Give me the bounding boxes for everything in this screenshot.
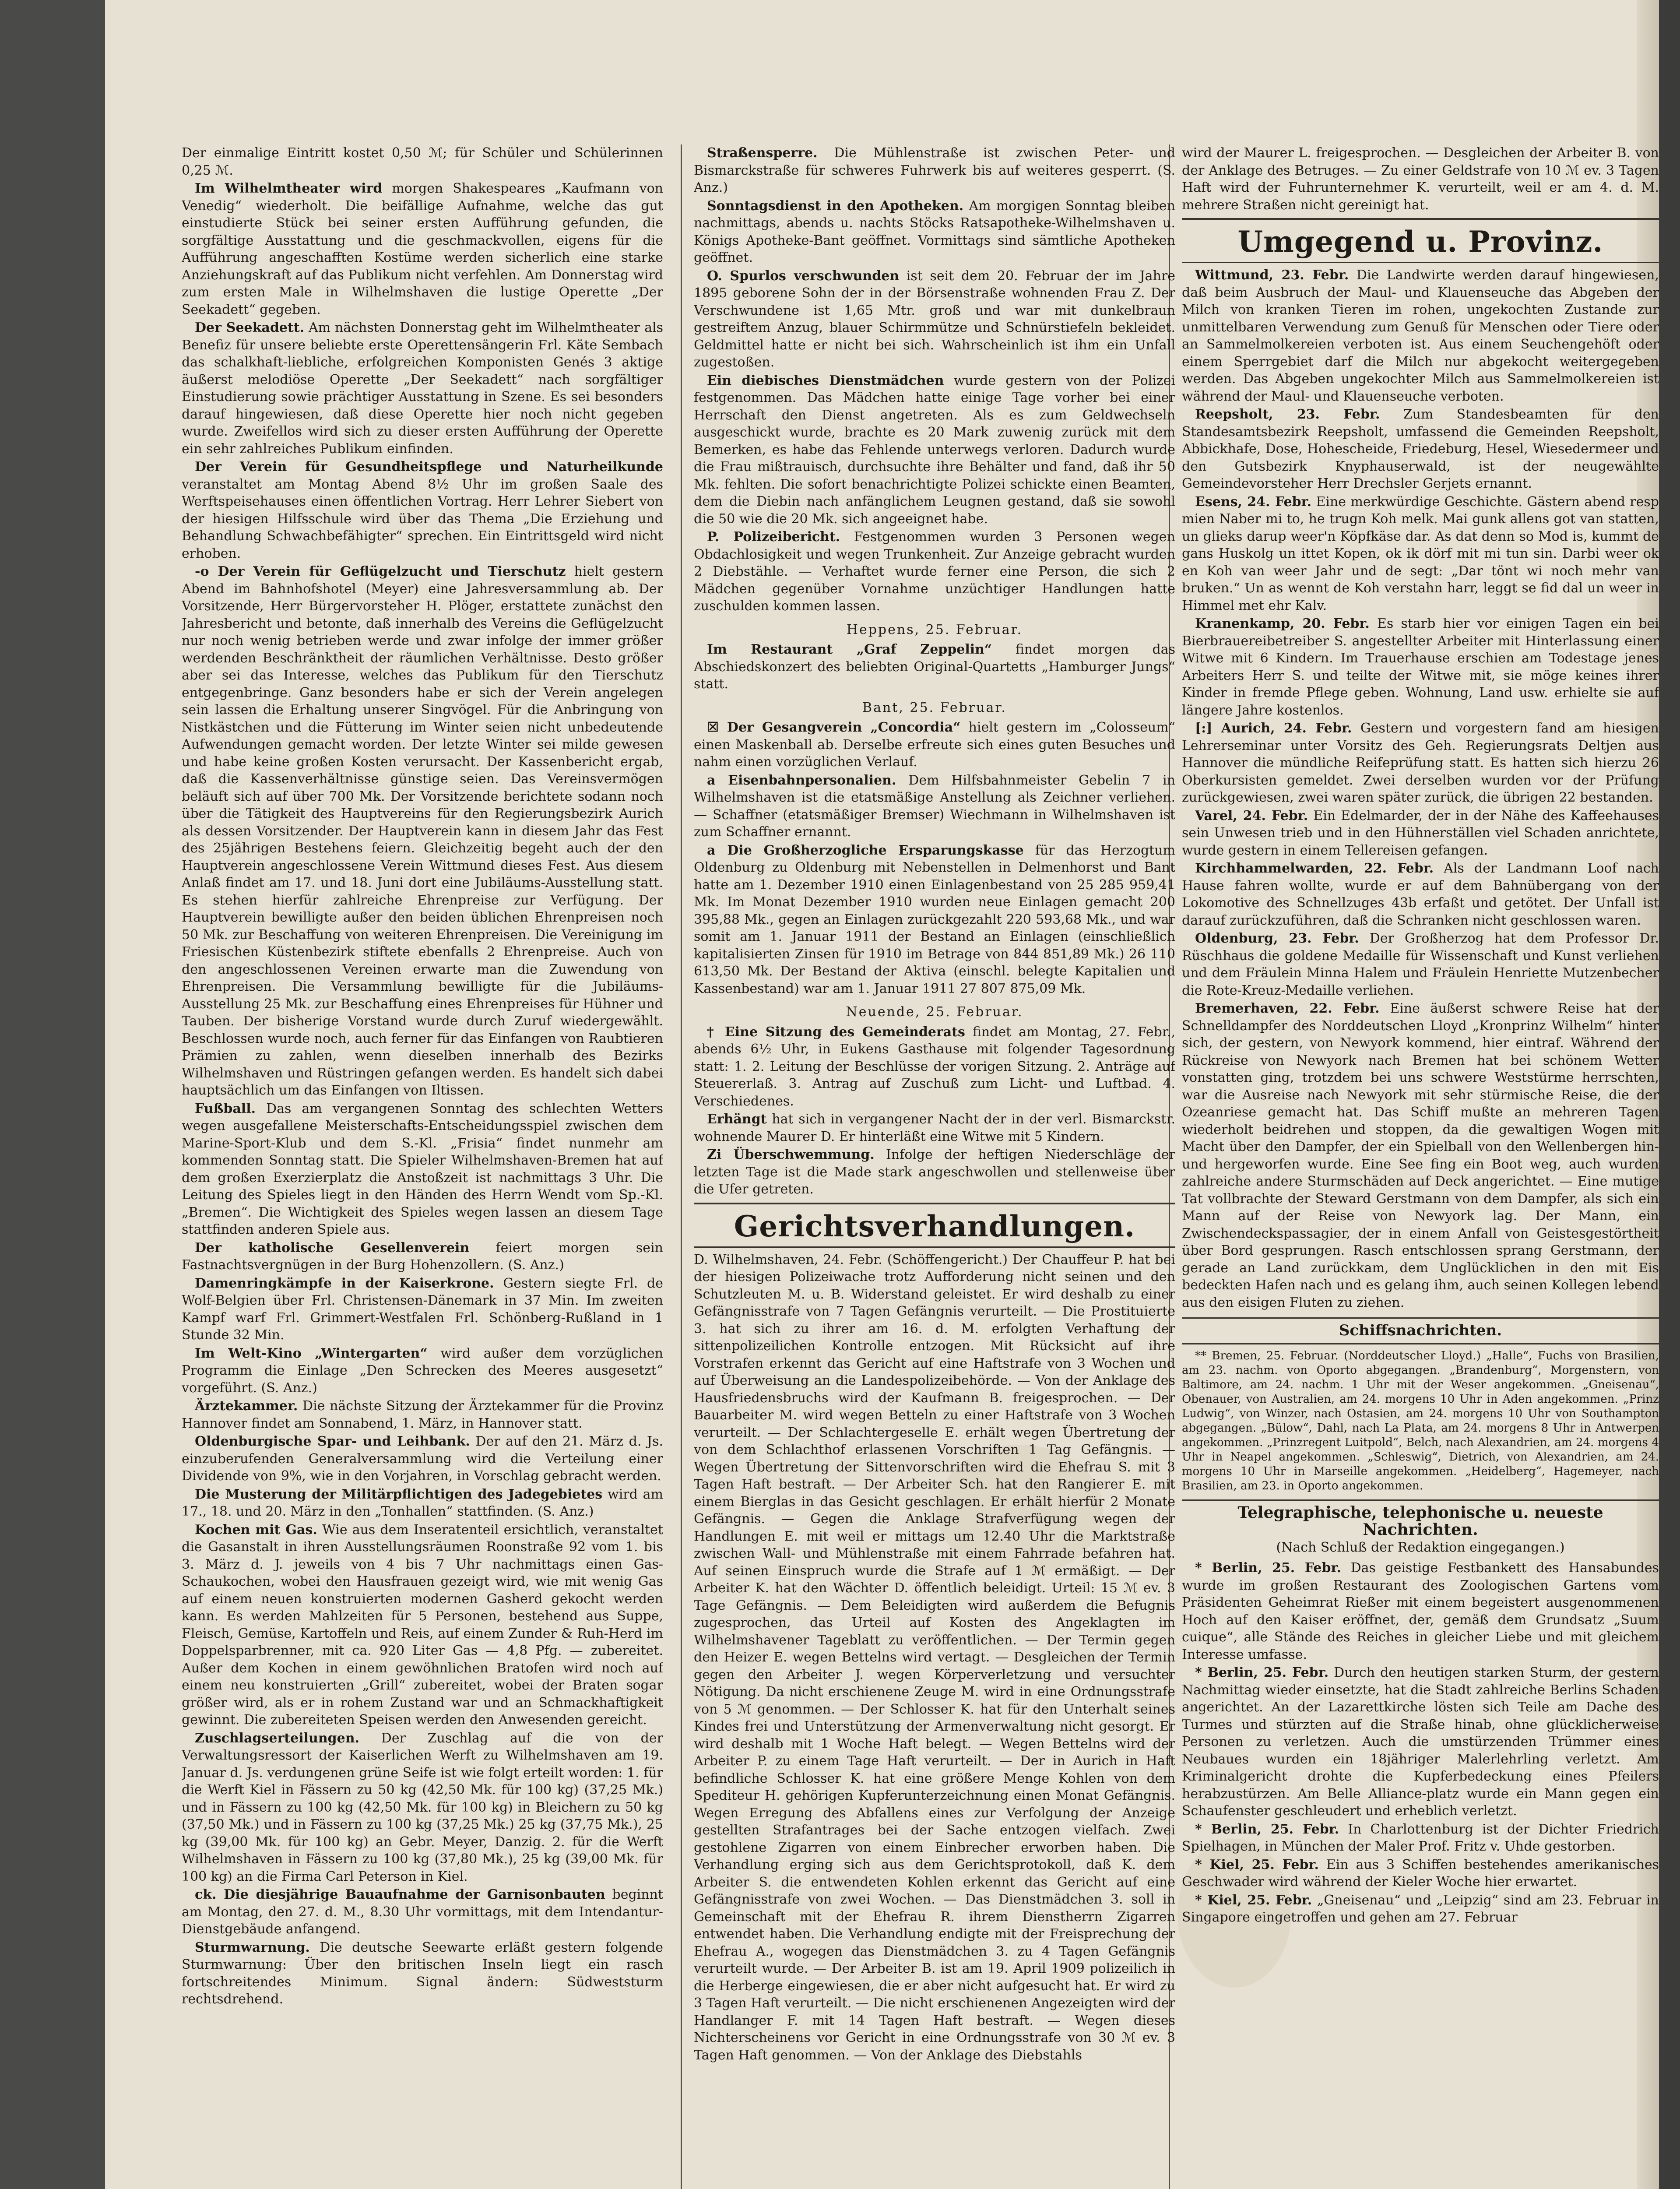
article-text: Am morgigen Sonntag bleiben nachmittags, abends u. nachts Stöcks Ratsapotheke-Wilhelmshaven u. Königs Apotheke-Bant geöffnet. Vormittags sind sämtliche Apotheken geöffnet. — [694, 198, 1175, 265]
article-text: veranstaltet am Montag Abend 8½ Uhr im großen Saale des Werftspeisehauses einen öffentlichen Vortrag. Herr Lehrer Siebert von der hiesigen Hilfsschule wird über das Thema „Die Erziehung und Behandlung Schwachbefähigter“ sprechen. Ein Eintrittsgeld wird nicht erhoben. — [182, 476, 663, 561]
shipping-news-text: ** Bremen, 25. Februar. (Norddeutscher Lloyd.) „Halle“, Fuchs von Brasilien, am 23. nachm. von Oporto abgegangen. „Brandenburg“, Morgenstern, von Baltimore, am 24. nachm. 1 Uhr mit der Weser angekommen. „Gneisenau“, Obenauer, von Australien, am 24. morgens 10 Uhr in Aden angekommen. „Prinz Ludwig“, von Winzer, nach Ostasien, am 24. morgens 10 Uhr von Southampton abgegangen. „Bülow“, Dahl, nach La Plata, am 24. morgens 8 Uhr in Antwerpen angekommen. „Prinzregent Luitpold“, Belch, nach Alexandrien, am 24. morgens 4 Uhr in Neapel angekommen. „Schleswig“, Dietrich, von Alexandrien, am 24. morgens 10 Uhr in Marseille angekommen. „Heidelberg“, Hagemeyer, nach Brasilien, am 23. in Oporto angekommen. — [1182, 1349, 1659, 1492]
section-heading: Gerichtsverhandlungen. — [694, 1203, 1175, 1248]
article-headline: Im Wilhelmtheater wird — [195, 181, 383, 196]
article-text: Ein aus 3 Schiffen bestehendes amerikanisches Geschwader wird während der Kieler Woche hier erwartet. — [1182, 1857, 1659, 1890]
article-headline: Sturmwarnung. — [195, 1939, 310, 1955]
article-headline: * Berlin, 25. Febr. — [1195, 1560, 1341, 1576]
article-headline: Kranenkamp, 20. Febr. — [1195, 616, 1370, 631]
article-paragraph — [1182, 493, 1659, 615]
article-headline: Die Musterung der Militärpflichtigen des Jadegebietes — [195, 1486, 603, 1502]
article-paragraph — [182, 144, 663, 179]
article-paragraph — [182, 1239, 663, 1274]
article-text: In Charlottenburg ist der Dichter Friedrich Spielhagen, in München der Maler Prof. Fritz v. Uhde gestorben. — [1182, 1821, 1659, 1854]
article-headline: * Kiel, 25. Febr. — [1195, 1857, 1319, 1872]
article-headline: Ein diebisches Dienstmädchen — [707, 373, 944, 388]
article-text: feiert morgen sein Fastnachtsvergnügen in der Burg Hohenzollern. (S. Anz.) — [182, 1240, 663, 1273]
binding-gutter — [1659, 0, 1680, 2189]
article-paragraph — [694, 1024, 1175, 1110]
article-text: Festgenommen wurden 3 Personen wegen Obdachlosigkeit und wegen Trunkenheit. Zur Anzeige gebracht wurden 2 Diebstähle. — Verhaftet wurde ferner eine Person, die sich 2 Mädchen gegenüber Vornahme unzüchtiger Handlungen hatte zuschulden kommen lassen. — [694, 529, 1175, 614]
dateline: Bant, 25. Februar. — [862, 700, 1007, 715]
article-headline: O. Spurlos verschwunden — [707, 268, 900, 284]
article-text: wurde gestern von der Polizei festgenommen. Das Mädchen hatte einige Tage vorher bei einer Herrschaft den Dienst angetreten. Als es zum Geldwechseln ausgeschickt wurde, brachte es 20 Mark zuwenig zurück mit dem Bemerken, es habe das Fehlende unterwegs verloren. Dadurch wurde die Frau mißtrauisch, durchsuchte ihre Behälter und fand, daß ihr 50 Mk. fehlten. Die sofort benachrichtigte Polizei schickte einen Beamten, dem die Diebin nach anfänglichem Leugnen gestand, daß sie sowohl die 50 wie die 20 Mk. sich angeeignet habe. — [694, 373, 1175, 527]
article-paragraph — [694, 267, 1175, 371]
dateline: Heppens, 25. Februar. — [846, 622, 1023, 637]
article-paragraph — [1182, 1000, 1659, 1311]
article-headline: * Kiel, 25. Febr. — [1195, 1892, 1312, 1908]
article-headline: Sonntagsdienst in den Apotheken. — [707, 198, 964, 214]
article-text: Ein Edelmarder, der in der Nähe des Kaffeehauses sein Unwesen trieb und in den Hühnerställen viel Schaden anrichtete, wurde gestern in einem Tellereisen gefangen. — [1182, 808, 1659, 858]
article-text: findet am Montag, 27. Febr., abends 6½ Uhr, in Eukens Gasthause mit folgender Tagesordnung statt: 1. 2. Leitung der Beschlüsse der vorigen Sitzung. 2. Anträge auf Steuererlaß. 3. Antrag auf Zuschuß zum Licht- und Luftbad. 4. Verschiedenes. — [694, 1024, 1175, 1109]
article-text: Die Landwirte werden darauf hingewiesen, daß beim Ausbruch der Maul- und Klauenseuche das Abgeben der Milch von kranken Tieren im rohen, ungekochten Zustande zur unmittelbaren Verwendung zum Genuß für Menschen oder Tiere oder an Sammelmolkereien verboten ist. Aus einem Seuchengehöft oder einem Sperrgebiet darf die Milch nur abgekocht weitergegeben werden. Das Abgeben ungekochter Milch aus Sammelmolkereien ist während der Maul- und Klauenseuche verboten. — [1182, 267, 1659, 404]
article-paragraph — [1182, 930, 1659, 999]
article-headline: Fußball. — [195, 1101, 256, 1116]
article-text: D. Wilhelmshaven, 24. Febr. (Schöffengericht.) Der Chauffeur P. hat bei der hiesigen Polizeiwache trotz Aufforderung nicht seinen und den Schutzleuten M. u. B. Widerstand geleistet. Er wird deshalb zu einer Gefängnisstrafe von 7 Tagen Gefängnis verurteilt. — Die Prostituierte 3. hat sich zu ihrer am 16. d. M. erfolgten Verhaftung der sittenpolizeilichen Kontrolle entzogen. Mit Rücksicht auf ihre Vorstrafen erkennt das Gericht auf eine Haftstrafe von 3 Wochen und auf Überweisung an die Landespolizeibehörde. — Von der Anklage des Hausfriedensbruchs wird der Kaufmann B. freigesprochen. — Der Bauarbeiter M. wird wegen Betteln zu einer Haftstrafe von 3 Wochen verurteilt. — Der Schlachtergeselle E. erhält wegen Übertretung der von dem Schlachthof erlassenen Vorschriften 1 Tag Gefängnis. — Wegen Übertretung der Sittenvorschriften wird die Ehefrau S. mit 3 Tagen Haft bestraft. — Der Arbeiter Sch. hat den Rangierer E. mit einem Bierglas in das Gesicht geschlagen. Er erhält hierfür 2 Monate Gefängnis. — Gegen die Anklage Strafverfügung wegen der Handlungen E. mit weil er mittags um 12.40 Uhr die Marktstraße zwischen Wall- und Mühlenstraße mit einem Fahrrade befahren hat. Auf seinen Einspruch wurde die Strafe auf 1 ℳ ermäßigt. — Der Arbeiter K. hat den Wächter D. öffentlich beleidigt. Urteil: 15 ℳ ev. 3 Tage Gefängnis. — Dem Beleidigten wird außerdem die Befugnis zugesprochen, das Urteil auf Kosten des Angeklagten im Wilhelmshavener Tageblatt zu veröffentlichen. — Der Termin gegen den Heizer E. wegen Bettelns wird vertagt. — Desgleichen der Termin gegen den Arbeiter J. wegen Körperverletzung und versuchter Nötigung. Da nicht erschienene Zeuge M. wird in eine Ordnungsstrafe von 5 ℳ genommen. — Der Schlosser K. hat für den Unterhalt seines Kindes frei und Unterstützung der Armenverwaltung nicht gesorgt. Er wird deshalb mit 1 Woche Haft belegt. — Wegen Bettelns wird der Arbeiter P. zu einem Tage Haft verurteilt. — Der in Aurich in Haft befindliche Schlosser K. hat eine größere Menge Kohlen von dem Spediteur H. gehörigen Kupferunterzeichnung einen Monat Gefängnis. Wegen Erregung des Abfallens eines zur Verfolgung der Anzeige gestellten Strafantrages bei der Sache entzogen vielfach. Zwei gestohlene Zigarren von einem Einbrecher erworben haben. Die Verhandlung erging sich aus dem Gerichtsprotokoll, daß K. dem Arbeiter S. die entwendeten Kohlen erkennt das Gericht auf eine Gefängnisstrafe von zwei Wochen. — Das Dienstmädchen 3. soll in Gemeinschaft mit der Ehefrau R. ihrem Dienstherrn Zigarren entwendet haben. Die Verhandlung endigte mit der Freisprechung der Ehefrau A., wogegen das Dienstmädchen 3. zu 4 Tagen Gefängnis verurteilt wurde. — Der Arbeiter B. ist am 19. April 1909 polizeilich in die Herberge eingewiesen, die er aber nicht aufgesucht hat. Er wird zu 3 Tagen Haft verurteilt. — Die nicht erschienenen Angezeigten wird der Handlanger F. mit 14 Tagen Haft bestraft. — Wegen dieses Nichterscheinens vor Gericht in eine Ordnungsstrafe von 30 ℳ ev. 3 Tagen Haft genommen. — Von der Anklage des Diebstahls — [694, 1252, 1175, 2063]
article-headline: Bremerhaven, 22. Febr. — [1195, 1001, 1380, 1016]
article-paragraph — [182, 1397, 663, 1432]
article-text: Durch den heutigen starken Sturm, der gestern Nachmittag wieder einsetzte, hat die Stadt zahlreiche Berlins Schaden angerichtet. An der Lazarettkirche lösten sich Teile am Dache des Turmes und stürzten auf die Straße hinab, ohne glücklicherweise Personen zu verletzen. Auch die umstürzenden Trümmer eines Neubaues wurden ein 18jähriger Malerlehrling verletzt. Am Kriminalgericht drohte die Kupferbedeckung eines Pfeilers herabzustürzen. Am Belle Alliance-platz wurde ein Mann gegen ein Schaufenster geschleudert und erheblich verletzt. — [1182, 1665, 1659, 1819]
article-text: Das am vergangenen Sonntag des schlechten Wetters wegen ausgefallene Meisterschafts-Entscheidungsspiel zwischen dem Marine-Sport-Klub und dem S.-Kl. „Frisia“ findet nunmehr am kommenden Sonntag statt. Die Spieler Wilhelmshaven-Bremen hat auf dem großen Exerzierplatz die Anstoßzeit ist nachmittags 3 Uhr. Die Leitung des Spieles liegt in den Händen des Herrn Wendt vom Sp.-Kl. „Bremen“. Die Wichtigkeit des Spieles wegen lassen an diesem Tage stattfinden anderen Spiele aus. — [182, 1101, 663, 1237]
article-headline: Oldenburgische Spar- und Leihbank. — [195, 1434, 470, 1449]
article-headline: P. Polizeibericht. — [707, 529, 840, 545]
article-text: hielt gestern Abend im Bahnhofshotel (Meyer) eine Jahresversammlung ab. Der Vorsitzende, Herr Bürgervorsteher H. Plöger, erstattete zunächst den Jahresbericht und betonte, daß innerhalb des Vereins die Geflügelzucht nur noch wenig betrieben werde und zwar infolge der immer größer werdenden Beschränktheit der räumlichen Verhältnisse. Desto größer aber sei das Interesse, welches das Publikum für den Tierschutz entgegenbringe. Ganz besonders habe er sich der Verein angelegen sein lassen die Erhaltung unserer Singvögel. Für die Anbringung von Nistkästchen und die Fütterung im Winter seien nicht unbedeutende Aufwendungen gemacht worden. Der letzte Winter sei milde gewesen und habe keine großen Kosten verursacht. Der Kassenbericht ergab, daß die Kassenverhältnisse günstige seien. Das Vereinsvermögen beläuft sich auf über 700 Mk. Der Vorsitzende berichtete sodann noch über die Tätigkeit des Hauptvereins für den Regierungsbezirk Aurich als dessen Vorsitzender. Der Hauptverein kann in diesem Jahr das Fest des 25jährigen Bestehens feiern. Gleichzeitig begeht auch der den Hauptverein angeschlossene Verein Wittmund dieses Fest. Aus diesem Anlaß findet am 17. und 18. Juni dort eine Jubiläums-Ausstellung statt. Es stehen hierfür zahlreiche Ehrenpreise zur Verfügung. Der Hauptverein bewilligte außer den beiden üblichen Ehrenpreisen noch 50 Mk. zur Beschaffung von weiteren Ehrenpreisen. Die Vereinigung im Friesischen Küstenbezirk stiftete ebenfalls 2 Ehrenpreise. Auch von den angeschlossenen Vereinen erwarte man die Zuwendung von Ehrenpreisen. Die Versammlung bewilligte für die Jubiläums-Ausstellung 25 Mk. zur Beschaffung eines Ehrenpreises für Hühner und Tauben. Der bisherige Vorstand wurde durch Zuruf wiedergewählt. Beschlossen wurde noch, auch ferner für das Einfangen von Raubtieren Prämien zu zahlen, wenn dieselben innerhalb des Bezirks Wilhelmshaven und Rüstringen gefangen werden. Es handelt sich dabei hauptsächlich um das Einfangen von Iltissen. — [182, 564, 663, 1098]
article-headline: Im Welt-Kino „Wintergarten“ — [195, 1345, 428, 1361]
article-text: Gestern und vorgestern fand am hiesigen Lehrerseminar unter Vorsitz des Geh. Regierungsrats Deltjen aus Hannover die mündliche Reifeprüfung statt. Es hatten sich hierzu 26 Oberkursisten gemeldet. Zwei derselben wurden vor der Prüfung zurückgewiesen, zwei waren später zurück, die übrigen 22 bestanden. — [1182, 721, 1659, 805]
article-text: Dem Hilfsbahnmeister Gebelin 7 in Wilhelmshaven ist die etatsmäßige Anstellung als Zeichner verliehen. — Schaffner (etatsmäßiger Bremser) Wiechmann in Wilhelmshaven ist zum Schaffner ernannt. — [694, 772, 1175, 840]
article-headline: -o Der Verein für Geflügelzucht und Tierschutz — [195, 564, 566, 579]
article-headline: a Eisenbahnpersonalien. — [707, 772, 896, 788]
article-text: Der auf den 21. März d. Js. einzuberufenden Generalversammlung wird die Verteilung einer Dividende von 9%, wie in den Vorjahren, in Vorschlag gebracht werden. — [182, 1434, 663, 1484]
article-paragraph — [694, 1111, 1175, 1145]
article-paragraph — [1182, 144, 1659, 214]
article-paragraph — [182, 458, 663, 562]
article-text: Zum Standesbeamten für den Standesamtsbezirk Reepsholt, umfassend die Gemeinden Reepsholt, Abbickhafe, Dose, Hohescheide, Friedeburg, Hesel, Wiesedermeer und den Gutsbezirk Knyphauserwald, ist der neugewählte Gemeindevorsteher Herr Drechsler Gerjets ernannt. — [1182, 407, 1659, 491]
article-text: Wie aus dem Inseratenteil ersichtlich, veranstaltet die Gasanstalt in ihren Ausstellungsräumen Roonstraße 92 vom 1. bis 3. März d. J. jeweils von 4 bis 7 Uhr nachmittags einen Gas-Schaukochen, wobei den Hausfrauen gezeigt wird, wie mit wenig Gas auf einem neuen konstruierten modernen Gasherd gekocht werden kann. Es werden Mahlzeiten für 5 Personen, bestehend aus Suppe, Fleisch, Gemüse, Kartoffeln und Reis, auf einem Zunder & Ruh-Herd im Doppelsparbrenner, mit ca. 920 Liter Gas — 4,8 Pfg. — zubereitet. Außer dem Kochen in einem gewöhnlichen Bratofen wird noch auf einem neu konstruierten „Grill“ zubereitet, wobei der Braten sogar größer wird, als er in rohem Zustand war und an Schmackhaftigkeit gewinnt. Die zubereiteten Speisen werden den Anwesenden gereicht. — [182, 1522, 663, 1728]
article-text: Die nächste Sitzung der Ärztekammer für die Provinz Hannover findet am Sonnabend, 1. März, in Hannover statt. — [182, 1398, 663, 1431]
article-headline: Oldenburg, 23. Febr. — [1195, 931, 1359, 946]
article-headline: Zuschlagserteilungen. — [195, 1730, 359, 1746]
article-paragraph — [182, 563, 663, 1099]
article-headline: * Berlin, 25. Febr. — [1195, 1821, 1339, 1837]
article-paragraph — [694, 641, 1175, 693]
article-headline: a Die Großherzogliche Ersparungskasse — [707, 842, 1024, 858]
article-text: wird außer dem vorzüglichen Programm die Einlage „Den Schrecken des Meeres ausgesetzt“ vorgeführt. (S. Anz.) — [182, 1345, 663, 1396]
article-paragraph — [1182, 1664, 1659, 1820]
article-headline: Wittmund, 23. Febr. — [1195, 267, 1349, 283]
article-paragraph — [182, 1486, 663, 1520]
article-headline: Varel, 24. Febr. — [1195, 808, 1308, 824]
column-left — [182, 144, 663, 2189]
article-text: Als der Landmann Loof nach Hause fahren wollte, wurde er auf dem Bahnübergang von der Lokomotive des Schnellzuges 43b erfaßt und getötet. Der Unfall ist darauf zurückzuführen, daß die Schranken nicht geschlossen waren. — [1182, 861, 1659, 928]
telegraph-heading: Telegraphische, telephonische u. neueste Nachrichten. — [1182, 1499, 1659, 1539]
article-text: Die Mühlenstraße ist zwischen Peter- und Bismarckstraße für schweres Fuhrwerk bis auf weiteres gesperrt. (S. Anz.) — [694, 145, 1175, 195]
column-right — [1182, 144, 1659, 2189]
article-text: beginnt am Montag, den 27. d. M., 8.30 Uhr vormittags, mit dem Intendantur-Dienstgebäude anfangend. — [182, 1887, 663, 1937]
article-headline: Der Verein für Gesundheitspflege und Naturheilkunde — [195, 459, 663, 475]
column-middle — [694, 144, 1175, 2189]
article-headline: Der katholische Gesellenverein — [195, 1240, 470, 1256]
article-text: hat sich in vergangener Nacht der in der verl. Bismarckstr. wohnende Maurer D. Er hinterläßt eine Witwe mit 5 Kindern. — [694, 1112, 1175, 1144]
article-headline: Zi Überschwemmung. — [707, 1147, 875, 1162]
article-paragraph — [1182, 860, 1659, 929]
article-headline: Kochen mit Gas. — [195, 1522, 317, 1538]
article-paragraph — [1182, 615, 1659, 719]
article-headline: ☒ Der Gesangverein „Concordia“ — [707, 720, 961, 735]
article-text: ist seit dem 20. Februar der im Jahre 1895 geborene Sohn der in der Börsenstraße wohnenden Frau Z. Der Verschwundene ist 1,65 Mtr. groß und war mit dunkelbraun gestreiftem Anzug, blauer Schirmmütze und Schnürstiefeln bekleidet. Geldmittel hatte er nicht bei sich. Wahrscheinlich ist ihm ein Unfall zugestoßen. — [694, 268, 1175, 370]
article-paragraph — [1182, 1559, 1659, 1663]
article-text: hielt gestern im „Colosseum“ einen Maskenball ab. Derselbe erfreute sich eines guten Besuches und nahm einen vorzüglichen Verlauf. — [694, 720, 1175, 770]
article-paragraph — [182, 1345, 663, 1397]
article-text: wird am 17., 18. und 20. März in den „Tonhallen“ stattfinden. (S. Anz.) — [182, 1486, 663, 1519]
article-paragraph — [182, 180, 663, 318]
article-headline: Straßensperre. — [707, 145, 818, 161]
subsection-heading: Schiffsnachrichten. — [1182, 1317, 1659, 1344]
article-text: Eine äußerst schwere Reise hat der Schnelldampfer des Norddeutschen Lloyd „Kronprinz Wilhelm“ hinter sich, der gestern, von Newyork kommend, hier eintraf. Während der Rückreise von Newyork nach Bremen hat bei schönem Wetter vonstatten ging, trotzdem bei uns schwere Weststürme herrschten, war die Ausreise nach Newyork mit sehr stürmische Reise, die der Ozeanriese gemacht hat. Das Schiff mußte an mehreren Tagen wiederholt beidrehen und stoppen, da die gewaltigen Wogen mit Macht über den Dampfer, der ein Spielball von den Wellenbergen hin- und hergeworfen wurde. Eine See fing ein Boot weg, auch wurden zahlreiche andere Sturmschäden auf Deck angerichtet. — Eine mutige Tat vollbrachte der Steward Gerstmann von dem Dampfer, als sich ein Mann auf der Reise von Newyork lag. Der Mann, ein Zwischendeckspassagier, der in einem Anfall von Geistesgestörtheit über Bord gesprungen. Rasch entschlossen sprang Gerstmann, der gerade an Land zurückkam, dem Unglücklichen in den mit Eis bedeckten Hafen nach und es gelang ihm, auch seinen Kollegen lebend aus den eisigen Fluten zu ziehen. — [1182, 1001, 1659, 1310]
article-text: Der Zuschlag auf die von der Verwaltungsressort der Kaiserlichen Werft zu Wilhelmshaven am 19. Januar d. Js. verdungenen grüne Seife ist wie folgt erteilt worden: 1. für die Werft Kiel in Fässern zu 50 kg (42,50 Mk. für 100 kg) (37,25 Mk.) und in Fässern zu 100 kg (42,50 Mk. für 100 kg) in Bleichern zu 50 kg (37,50 Mk.) und in Fässern zu 100 kg (37,25 Mk.) 25 kg (37,75 Mk.), 25 kg (39,00 Mk. für 100 kg) an Gebr. Meyer, Danzig. 2. für die Werft Wilhelmshaven in Fässern zu 100 kg (37,80 Mk.), 25 kg (39,00 Mk. für 100 kg) an die Firma Carl Peterson in Kiel. — [182, 1730, 663, 1884]
article-paragraph — [694, 1146, 1175, 1198]
article-paragraph — [694, 197, 1175, 267]
article-text: Gestern siegte Frl. de Wolf-Belgien über Frl. Christensen-Dänemark in 37 Min. Im zweiten Kampf warf Frl. Grimmert-Westfalen Frl. Schönberg-Rußland in 1 Stunde 32 Min. — [182, 1275, 663, 1343]
article-headline: [:] Aurich, 24. Febr. — [1195, 721, 1352, 736]
article-paragraph — [1182, 406, 1659, 493]
article-paragraph — [182, 1939, 663, 2008]
article-paragraph — [182, 1730, 663, 1886]
article-paragraph — [182, 1521, 663, 1729]
article-text: Es starb hier vor einigen Tagen ein bei Bierbrauereibetreiber S. angestellter Arbeiter mit Hinterlassung einer Witwe mit 6 Kindern. Im Trauerhause erschien am Todestage jenes Arbeiters Herr S. und teilte der Witwe mit, sie möge keines ihrer Kinder in fremde Pflege geben. Wohnung, Land usw. erhielte sie auf längere Jahre kostenlos. — [1182, 616, 1659, 718]
article-paragraph — [694, 719, 1175, 771]
article-headline: * Berlin, 25. Febr. — [1195, 1665, 1329, 1680]
article-paragraph — [182, 1275, 663, 1344]
article-text: Eine merkwürdige Geschichte. Gästern abend resp mien Naber mi to, he trugn Koh melk. Mai gunk allens got van statten, un glieks darup weer'n Köpfkäse dar. As dat denn so Mod is, kummt de gans Huskolg un ittet Kopen, ok ik dörf mit mi tun sin. Darbi weer ok en Koh van weer Jahr und de segt: „Dar tönt wi noch mehr van bruken.“ Un as wennt de Koh verstahn harr, leggt se fid dal un weer in Himmel met ehr Kalv. — [1182, 494, 1659, 613]
article-paragraph — [1182, 720, 1659, 806]
article-headline: Reepsholt, 23. Febr. — [1195, 407, 1380, 422]
article-headline: Im Restaurant „Graf Zeppelin“ — [707, 642, 992, 657]
article-text: Das geistige Festbankett des Hansabundes wurde im großen Restaurant des Zoologischen Gartens vom Präsidenten Geheimrat Rießer mit einem begeistert ausgenommenen Hoch auf den Kaiser eröffnet, der, gemäß dem Grundsatz „Suum cuique“, alle Stände des Reiches in gleicher Liebe und mit gleichem Interesse umfasse. — [1182, 1560, 1659, 1662]
article-text: findet morgen das Abschiedskonzert des beliebten Original-Quartetts „Hamburger Jungs“ statt. — [694, 642, 1175, 692]
article-headline: Ärztekammer. — [195, 1398, 298, 1414]
column-rule — [681, 144, 682, 2189]
article-text: Der Großherzog hat dem Professor Dr. Rüschhaus die goldene Medaille für Wissenschaft und Kunst verliehen und dem Fräulein Minna Halem und Fräulein Henriette Mutzenbecher die Rote-Kreuz-Medaille verliehen. — [1182, 931, 1659, 998]
section-heading: Umgegend u. Provinz. — [1182, 218, 1659, 263]
article-paragraph — [694, 144, 1175, 197]
article-paragraph — [694, 372, 1175, 528]
article-text: Die deutsche Seewarte erläßt gestern folgende Sturmwarnung: Über den britischen Inseln liegt ein rasch fortschreitendes Minimum. Signal ändern: Südweststurm rechtsdrehend. — [182, 1939, 663, 2007]
article-text: „Gneisenau“ und „Leipzig“ sind am 23. Februar in Singapore eingetroffen und gehen am 27. Februar — [1182, 1892, 1659, 1925]
article-paragraph — [182, 1433, 663, 1485]
article-paragraph — [1182, 267, 1659, 405]
article-text: morgen Shakespeares „Kaufmann von Venedig“ wiederholt. Die beifällige Aufnahme, welche das gut einstudierte Stück bei seiner ersten Aufführung gefunden, die sorgfältige Ausstattung und die geschmackvollen, eigens für die Aufführung angeschafften Kostüme werden sicherlich eine starke Anziehungskraft auf das Publikum nicht verfehlen. Am Donnerstag wird zum ersten Male in Wilhelmshaven die lustige Operette „Der Seekadett“ gegeben. — [182, 181, 663, 317]
article-paragraph — [1182, 1856, 1659, 1891]
article-paragraph — [1182, 1892, 1659, 1926]
article-headline: Der Seekadett. — [195, 320, 305, 335]
article-headline: Kirchhammelwarden, 22. Febr. — [1195, 861, 1434, 876]
article-paragraph — [182, 319, 663, 458]
article-headline: Erhängt — [707, 1112, 767, 1127]
telegraph-subheading: (Nach Schluß der Redaktion eingegangen.) — [1276, 1539, 1565, 1555]
dateline: Neuende, 25. Februar. — [846, 1004, 1023, 1020]
article-text: Infolge der heftigen Niederschläge der letzten Tage ist die Made stark angeschwollen und stellenweise über die Ufer getreten. — [694, 1147, 1175, 1197]
article-text: Der einmalige Eintritt kostet 0,50 ℳ; für Schüler und Schülerinnen 0,25 ℳ. — [182, 145, 663, 178]
article-paragraph — [694, 1251, 1175, 2064]
article-headline: ck. Die diesjährige Bauaufnahme der Garnisonbauten — [195, 1887, 605, 1902]
article-paragraph — [694, 528, 1175, 615]
article-headline: † Eine Sitzung des Gemeinderats — [707, 1024, 965, 1040]
article-paragraph — [182, 1100, 663, 1239]
article-paragraph — [1182, 807, 1659, 859]
article-text: Am nächsten Donnerstag geht im Wilhelmtheater als Benefiz für unsere beliebte erste Operettensängerin Frl. Käte Sembach das schalkhaft-liebliche, erfolgreichen Komponisten Genés 3 aktige äußerst melodiöse Operette „Der Seekadett“ nach sorgfältiger Einstudierung sowie prächtiger Ausstattung in Szene. Es sei besonders darauf hingewiesen, daß diese Operette hier noch nicht gegeben wurde. Zweifellos wird sich zu dieser ersten Aufführung der Operette ein sehr zahlreiches Publikum einfinden. — [182, 320, 663, 457]
article-text: wird der Maurer L. freigesprochen. — Desgleichen der Arbeiter B. von der Anklage des Betruges. — Zu einer Geldstrafe von 10 ℳ ev. 3 Tagen Haft wird der Fuhrunternehmer K. verurteilt, weil er am 4. d. M. mehrere Straßen nicht gereinigt hat. — [1182, 145, 1659, 213]
article-headline: Damenringkämpfe in der Kaiserkrone. — [195, 1275, 494, 1291]
article-paragraph — [1182, 1821, 1659, 1855]
article-paragraph — [694, 772, 1175, 841]
article-paragraph — [182, 1886, 663, 1938]
article-text: für das Herzogtum Oldenburg zu Oldenburg mit Nebenstellen in Delmenhorst und Bant hatte am 1. Dezember 1910 einen Einlagenbestand von 25 285 959,41 Mk. Im Monat Dezember 1910 wurden neue Einlagen gemacht 200 395,88 Mk., gegen an Einlagen zurückgezahlt 220 593,68 Mk., und war somit am 1. Januar 1911 der Bestand an Einlagen (einschließlich kapitalisierten Zinsen für 1910 im Betrage von 844 851,89 Mk.) 26 110 613,50 Mk. Der Bestand der Aktiva (einschl. belegte Kapitalien und Kassenbestand) war am 1. Januar 1911 27 807 875,09 Mk. — [694, 842, 1175, 996]
article-headline: Esens, 24. Febr. — [1195, 494, 1312, 510]
article-paragraph — [694, 842, 1175, 998]
